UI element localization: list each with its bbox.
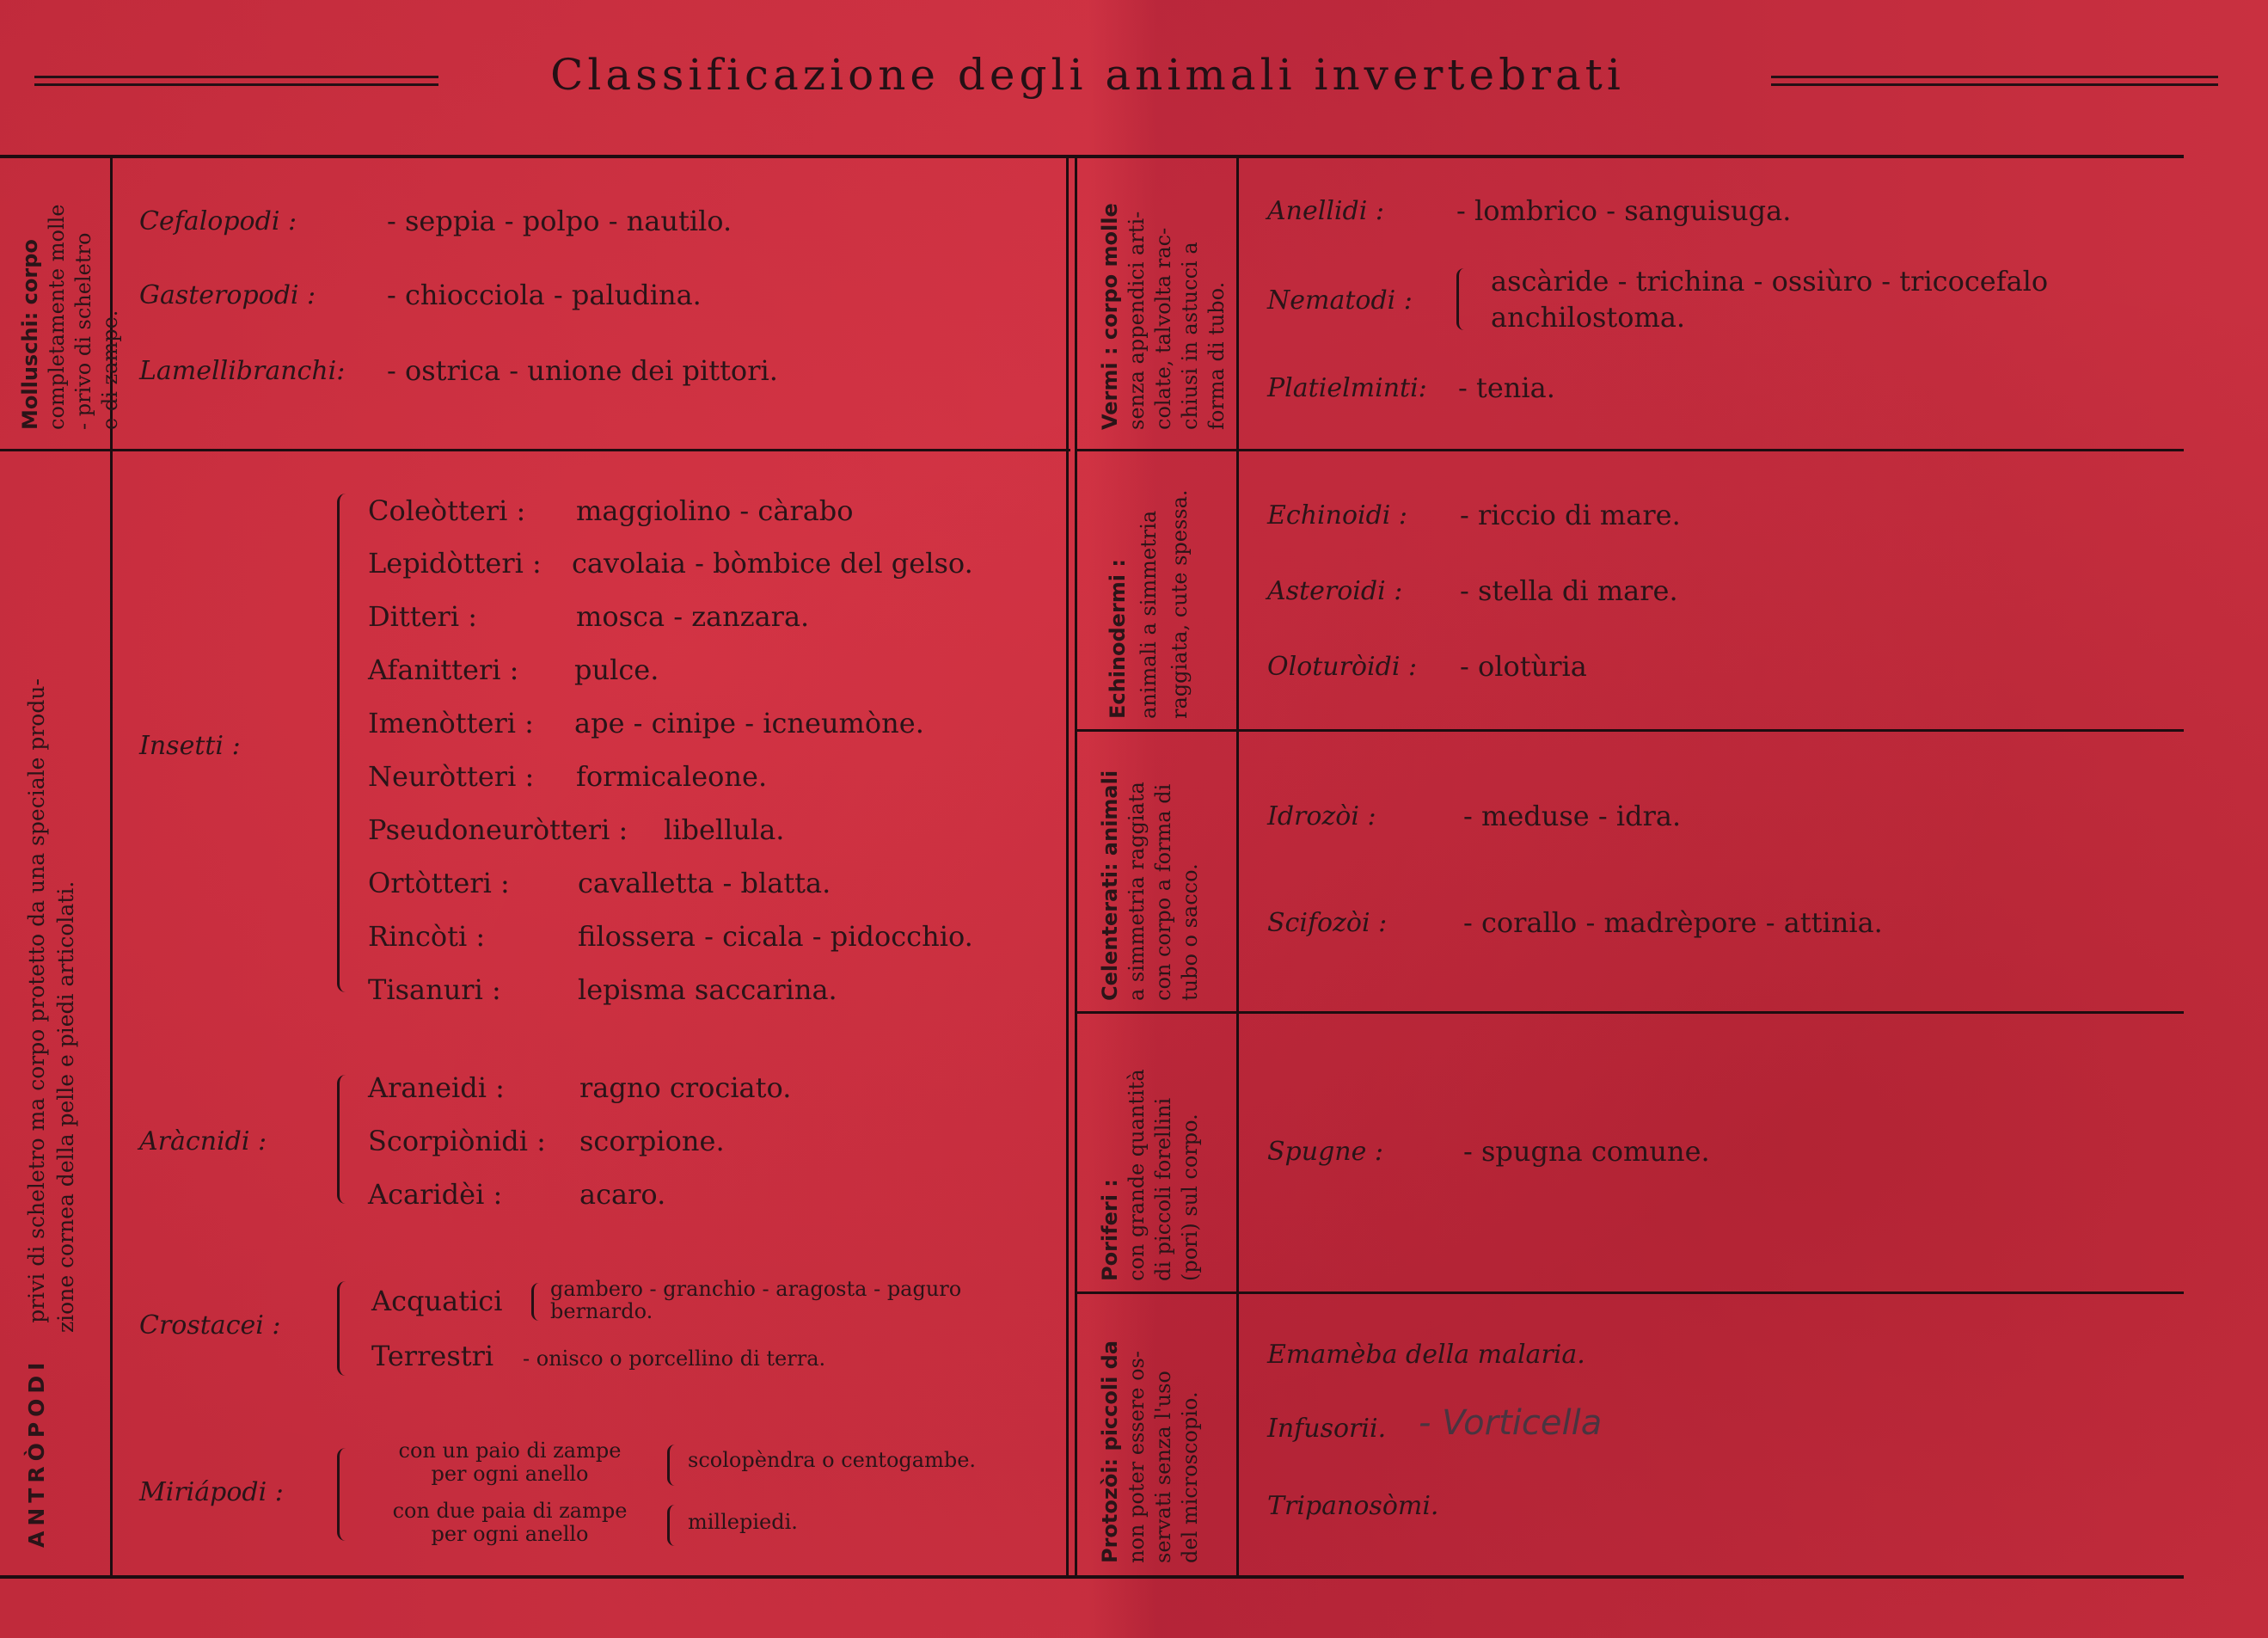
order-araneidi: Araneidi : (368, 1071, 505, 1104)
examples-ditteri: mosca - zanzara. (576, 600, 810, 633)
examples-afanitteri: pulce. (574, 653, 659, 686)
group-scifozoi: Scifozòi : (1267, 908, 1388, 938)
rule-center-a (1066, 155, 1069, 1575)
brace-acquatici (531, 1283, 539, 1321)
group-idrozoi: Idrozòi : (1267, 801, 1376, 831)
examples-acquatici: gambero - granchio - aragosta - paguro bernardo. (550, 1277, 962, 1323)
rule-top (0, 155, 2184, 158)
order-tisanuri: Tisanuri : (368, 973, 501, 1006)
examples-echinoidi: - riccio di mare. (1460, 499, 1681, 531)
vermi-side-label: Vermi : corpo molle senza appendici arti- colate, talvolta rac- chiusi in astucci a forma di tubo. (1098, 203, 1229, 430)
order-imenotteri: Imenòtteri : (368, 707, 534, 739)
order-ditteri: Ditteri : (368, 600, 478, 633)
order-pseudoneurotteri: Pseudoneuròtteri : (368, 813, 628, 846)
examples-scorpionidi: scorpione. (579, 1125, 725, 1157)
echinodermi-side-label: Echinodermi : animali a simmetria raggiata, cute spessa. (1106, 489, 1192, 719)
examples-cefalopodi: - seppia - polpo - nautilo. (387, 205, 733, 237)
examples-rincoti: filossera - cicala - pidocchio. (578, 920, 973, 953)
rule-poriferi-bottom (1075, 1291, 2184, 1294)
order-neurotteri: Neuròtteri : (368, 760, 535, 793)
examples-araneidi: ragno crociato. (579, 1071, 792, 1104)
group-echinoidi: Echinoidi : (1267, 500, 1408, 531)
order-rincoti: Rincòti : (368, 920, 486, 953)
examples-neurotteri: formicaleone. (576, 760, 768, 793)
order-afanitteri: Afanitteri : (368, 653, 519, 686)
order-lepidotteri: Lepidòtteri : (368, 547, 542, 580)
artropodi-side-label: ANTRÒPODI privi di scheletro ma corpo protetto da una speciale produ- zione cornea della pelle e piedi articolati. (24, 678, 78, 1548)
examples-lepidotteri: cavolaia - bòmbice del gelso. (572, 547, 973, 580)
examples-oloturoidi: - olotùria (1460, 650, 1587, 683)
brace-miriapodi (337, 1448, 348, 1541)
brace-nematodi (1456, 268, 1464, 330)
examples-coleotteri: maggiolino - càrabo (576, 494, 854, 527)
order-acaridei: Acaridèi : (368, 1178, 503, 1211)
brace-aracnidi (337, 1075, 348, 1204)
rule-center-b (1075, 155, 1077, 1575)
order-coleotteri: Coleòtteri : (368, 494, 526, 527)
examples-imenotteri: ape - cinipe - icneumòne. (574, 707, 924, 739)
examples-gasteropodi: - chiocciola - paludina. (387, 279, 702, 311)
examples-spugne: - spugna comune. (1463, 1135, 1710, 1168)
title-rule-left-2 (34, 83, 438, 86)
order-terrestri: Terrestri (371, 1340, 494, 1372)
brace-miriapodi-row2 (667, 1505, 675, 1546)
title-rule-right-2 (1771, 83, 2218, 86)
rule-celenterati-bottom (1075, 1011, 2184, 1014)
group-tripanosomi: Tripanosòmi. (1267, 1491, 1439, 1521)
examples-lamellibranchi: - ostrica - unione dei pittori. (387, 354, 778, 387)
brace-miriapodi-row1 (667, 1445, 675, 1486)
group-miriapodi: Miriápodi : (139, 1477, 284, 1507)
group-spugne: Spugne : (1267, 1137, 1383, 1167)
rule-vermi-bottom (1075, 449, 2184, 451)
examples-miriapodi-row1: scolopèndra o centogambe. (688, 1448, 977, 1472)
examples-nematodi: ascàride - trichina - ossiùro - tricocefalo anchilostoma. (1491, 265, 2049, 334)
examples-asteroidi: - stella di mare. (1460, 574, 1678, 607)
brace-crostacei (337, 1281, 348, 1376)
examples-terrestri: - onisco o porcellino di terra. (523, 1347, 826, 1371)
group-crostacei: Crostacei : (139, 1310, 281, 1340)
miriapodi-row2-desc: con due paia di zampe per ogni anello (392, 1499, 628, 1546)
group-insetti: Insetti : (139, 731, 241, 761)
rule-right-side-column (1236, 155, 1239, 1575)
title-rule-right (1771, 76, 2218, 78)
poriferi-side-label: Poriferi : con grande quantità di piccoli forellini (pori) sul corpo. (1098, 1069, 1202, 1281)
group-anellidi: Anellidi : (1267, 196, 1384, 226)
protozoi-side-label: Protozòi: piccoli da non poter essere os- servati senza l'uso del microscopio. (1098, 1340, 1202, 1563)
order-scorpionidi: Scorpiònidi : (368, 1125, 546, 1157)
examples-anellidi: - lombrico - sanguisuga. (1456, 194, 1792, 227)
examples-pseudoneurotteri: libellula. (664, 813, 785, 846)
miriapodi-row1-desc: con un paio di zampe per ogni anello (398, 1439, 622, 1486)
examples-ortotteri: cavalletta - blatta. (578, 867, 831, 899)
group-platielminti: Platielminti: (1267, 373, 1427, 403)
group-asteroidi: Asteroidi : (1267, 576, 1403, 606)
handwritten-note: - Vorticella (1419, 1403, 1603, 1443)
examples-idrozoi: - meduse - idra. (1463, 800, 1682, 832)
rule-echinodermi-bottom (1075, 729, 2184, 732)
brace-insetti (337, 494, 348, 992)
group-infusorii: Infusorii. (1267, 1414, 1387, 1444)
page-title: Classificazione degli animali invertebrati (550, 50, 1625, 100)
order-acquatici: Acquatici (371, 1285, 503, 1317)
examples-platielminti: - tenia. (1458, 371, 1555, 404)
rule-bottom (0, 1575, 2184, 1579)
examples-tisanuri: lepisma saccarina. (578, 973, 837, 1006)
rule-molluschi-bottom (0, 449, 1070, 451)
group-gasteropodi: Gasteropodi : (139, 280, 316, 310)
group-oloturoidi: Oloturòidi : (1267, 652, 1418, 682)
celenterati-side-label: Celenterati: animali a simmetria raggiata con corpo a forma di tubo o sacco. (1098, 770, 1202, 1001)
examples-miriapodi-row2: millepiedi. (688, 1510, 798, 1534)
molluschi-side-label: Molluschi: corpo completamente molle - privo di scheletro e di zampe. (18, 204, 122, 430)
group-lamellibranchi: Lamellibranchi: (139, 356, 346, 386)
group-nematodi: Nematodi : (1267, 285, 1413, 316)
group-emameba: Emamèba della malaria. (1267, 1340, 1585, 1370)
title-rule-left (34, 76, 438, 78)
examples-scifozoi: - corallo - madrèpore - attinia. (1463, 906, 1883, 939)
group-aracnidi: Aràcnidi : (139, 1126, 267, 1156)
examples-acaridei: acaro. (579, 1178, 666, 1211)
order-ortotteri: Ortòtteri : (368, 867, 510, 899)
group-cefalopodi: Cefalopodi : (139, 206, 297, 236)
